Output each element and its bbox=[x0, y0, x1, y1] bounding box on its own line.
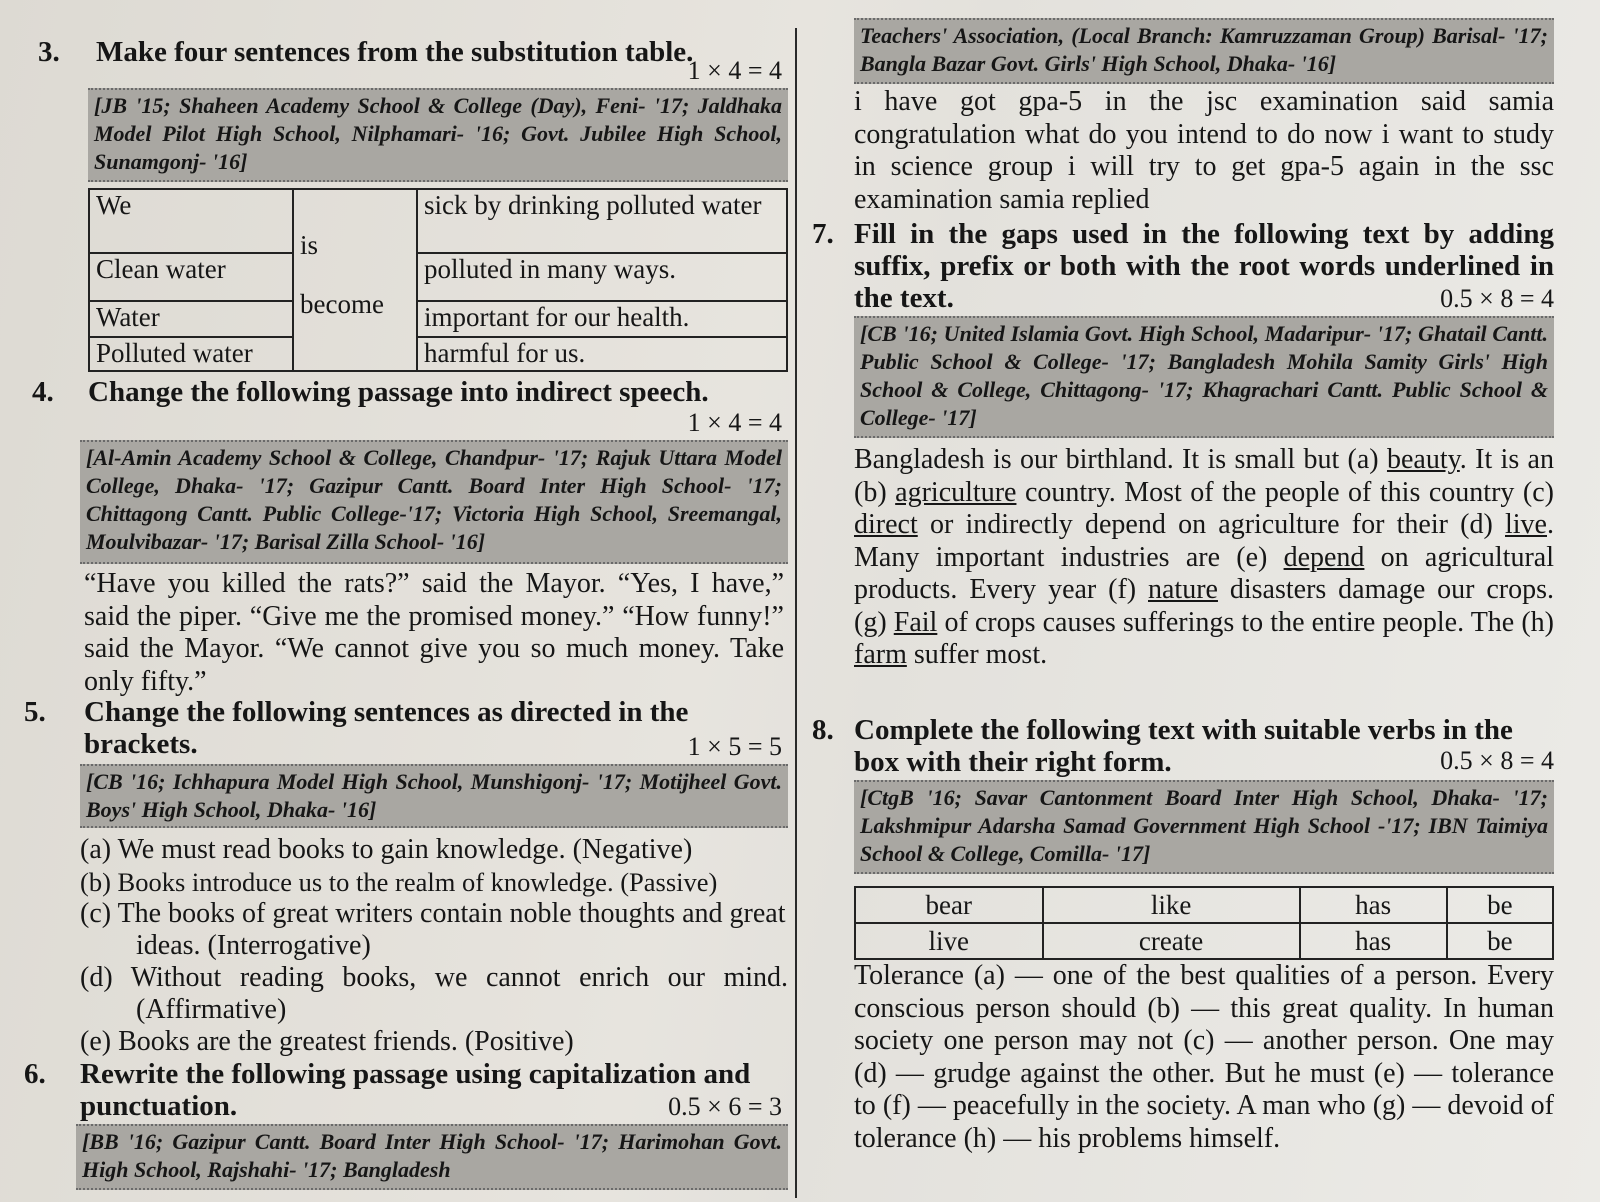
passage-text: on agricultural products. Every year (f) bbox=[854, 541, 1554, 605]
sub-verb: become bbox=[300, 289, 384, 319]
verb-cell: has bbox=[1300, 923, 1447, 959]
q4-passage: “Have you killed the rats?” said the Mayor. “Yes, I have,” said the piper. “Give me the promised money.” “How funny!” said the Mayor. “We cannot give you so much money. Take only fifty.” bbox=[84, 568, 784, 697]
root-word: Fail bbox=[893, 606, 938, 638]
q5-marks: 1 × 5 = 5 bbox=[687, 732, 782, 761]
passage-text: . It is an (b) bbox=[854, 444, 1554, 508]
q4-marks: 1 × 4 = 4 bbox=[687, 408, 782, 437]
root-word: depend bbox=[1283, 541, 1365, 573]
item-label: (a) bbox=[80, 834, 112, 865]
sub-cell-subject: Water bbox=[89, 301, 293, 337]
q5-item-d bbox=[80, 962, 788, 1026]
substitution-table bbox=[88, 188, 788, 372]
root-word: nature bbox=[1148, 574, 1218, 605]
item-label: (d) bbox=[80, 962, 113, 993]
verb-cell: be bbox=[1447, 923, 1553, 959]
q6-number: 6. bbox=[24, 1058, 46, 1090]
root-word: agriculture bbox=[895, 476, 1017, 508]
item-text: Books introduce us to the realm of knowledge. (Passive) bbox=[117, 867, 718, 897]
verb-cell: be bbox=[1447, 887, 1553, 923]
q5-item-b bbox=[80, 866, 788, 898]
item-text: Books are the greatest friends. (Positive) bbox=[118, 1026, 574, 1057]
item-text: Without reading books, we cannot enrich our mind. (Affirmative) bbox=[130, 962, 789, 1025]
sub-cell-subject: Polluted water bbox=[89, 337, 293, 371]
q8-title: Complete the following text with suitable verbs in the box with their right form. bbox=[854, 714, 1513, 778]
q8-passage: Tolerance (a) — one of the best qualities of a person. Every conscious person should (b) — this great quality. In human society one person may not (c) — another person. One may (d) — grudge against the other. But he must (e) — tolerance to (f) — peacefully in the society. A man who (g) — devoid of tolerance (h) — his problems himself. bbox=[854, 960, 1554, 1154]
sub-cell-complement: polluted in many ways. bbox=[417, 253, 787, 301]
q6-marks: 0.5 × 6 = 3 bbox=[668, 1092, 782, 1121]
q7-number: 7. bbox=[812, 218, 834, 250]
verb-cell: like bbox=[1043, 887, 1300, 923]
root-word: direct bbox=[854, 509, 918, 540]
q3-reference: [JB '15; Shaheen Academy School & College (Day), Feni- '17; Jaldhaka Model Pilot High School, Nilphamari- '16; Govt. Jubilee High School, Sunamgonj- '16] bbox=[88, 88, 788, 182]
q5-item-a bbox=[80, 834, 788, 866]
sub-cell-subject: Clean water bbox=[89, 253, 293, 301]
root-word: beauty bbox=[1386, 444, 1460, 475]
sub-verb: is bbox=[300, 230, 319, 260]
q6-reference-start: [BB '16; Gazipur Cantt. Board Inter High School- '17; Harimohan Govt. High School, Rajshahi- '17; Bangladesh bbox=[76, 1124, 788, 1190]
q3-title: Make four sentences from the substitution table. bbox=[96, 36, 694, 68]
q3-number: 3. bbox=[38, 36, 60, 68]
sub-cell-subject: We bbox=[89, 189, 293, 253]
item-text: We must read books to gain knowledge. (Negative) bbox=[117, 834, 693, 865]
passage-text: suffer most. bbox=[906, 639, 1048, 670]
q4-number: 4. bbox=[32, 376, 54, 408]
item-label: (b) bbox=[80, 867, 111, 897]
passage-text: disasters damage our crops. (g) bbox=[854, 574, 1554, 638]
q5-title: Change the following sentences as directed in the brackets. bbox=[84, 696, 689, 760]
root-word: farm bbox=[854, 639, 907, 670]
q7-marks: 0.5 × 8 = 4 bbox=[1440, 284, 1554, 313]
q3-marks: 1 × 4 = 4 bbox=[687, 56, 782, 85]
sub-cell-complement: important for our health. bbox=[417, 301, 787, 337]
passage-text: country. Most of the people of this country (c) bbox=[1016, 476, 1554, 508]
item-label: (e) bbox=[80, 1026, 112, 1057]
q7-reference: [CB '16; United Islamia Govt. High School, Madaripur- '17; Ghatail Cantt. Public School & College- '17; Bangladesh Mohila Samity Girls' High School & College, Chittagong- '17; Khagrachari Cantt. Public School & College- '17] bbox=[854, 316, 1554, 438]
q5-item-c bbox=[80, 898, 788, 962]
item-text: The books of great writers contain noble thoughts and great ideas. (Interrogative) bbox=[117, 898, 786, 961]
q5-item-e bbox=[80, 1026, 788, 1058]
q6-passage: i have got gpa-5 in the jsc examination said samia congratulation what do you intend to do now i want to study in science group i will try to get gpa-5 again in the ssc examination samia replied bbox=[854, 86, 1554, 215]
q6-reference-continued: Teachers' Association, (Local Branch: Kamruzzaman Group) Barisal- '17; Bangla Bazar Govt. Girls' High School, Dhaka- '16] bbox=[854, 18, 1554, 84]
q8-number: 8. bbox=[812, 714, 834, 746]
verb-cell: bear bbox=[855, 887, 1043, 923]
passage-text: . Many important industries are (e) bbox=[854, 509, 1554, 573]
q6-title: Rewrite the following passage using capitalization and punctuation. bbox=[80, 1058, 751, 1122]
passage-text: or indirectly depend on agriculture for their (d) bbox=[917, 509, 1505, 540]
verb-cell: create bbox=[1043, 923, 1300, 959]
verb-cell: has bbox=[1300, 887, 1447, 923]
verb-cell: live bbox=[855, 923, 1043, 959]
passage-text: Bangladesh is our birthland. It is small but (a) bbox=[854, 444, 1387, 475]
sub-cell-complement: harmful for us. bbox=[417, 337, 787, 371]
q8-reference: [CtgB '16; Savar Cantonment Board Inter High School, Dhaka- '17; Lakshmipur Adarsha Samad Government High School -'17; IBN Taimiya School & College, Comilla- '17] bbox=[854, 780, 1554, 874]
q4-reference: [Al-Amin Academy School & College, Chandpur- '17; Rajuk Uttara Model College, Dhaka- '17; Gazipur Cantt. Board Inter High School- '17; Chittagong Cantt. Public College-'17; Victoria High School, Sreemangal, Moulvibazar- '17; Barisal Zilla School- '16] bbox=[80, 440, 788, 564]
q7-passage bbox=[854, 444, 1554, 672]
q4-title: Change the following passage into indirect speech. bbox=[88, 376, 709, 408]
column-divider bbox=[795, 28, 797, 1198]
q8-marks: 0.5 × 8 = 4 bbox=[1440, 746, 1554, 775]
sub-cell-verbs bbox=[293, 189, 417, 371]
item-label: (c) bbox=[80, 898, 112, 929]
sub-cell-complement: sick by drinking polluted water bbox=[417, 189, 787, 253]
root-word: live bbox=[1505, 509, 1547, 540]
q7-title: Fill in the gaps used in the following text by adding suffix, prefix or both with the root words underlined in the text. bbox=[854, 218, 1554, 314]
q5-number: 5. bbox=[24, 696, 46, 728]
passage-text: of crops causes sufferings to the entire people. The (h) bbox=[937, 606, 1554, 638]
verb-box bbox=[854, 886, 1554, 960]
q5-reference: [CB '16; Ichhapura Model High School, Munshigonj- '17; Motijheel Govt. Boys' High School, Dhaka- '16] bbox=[80, 764, 788, 828]
